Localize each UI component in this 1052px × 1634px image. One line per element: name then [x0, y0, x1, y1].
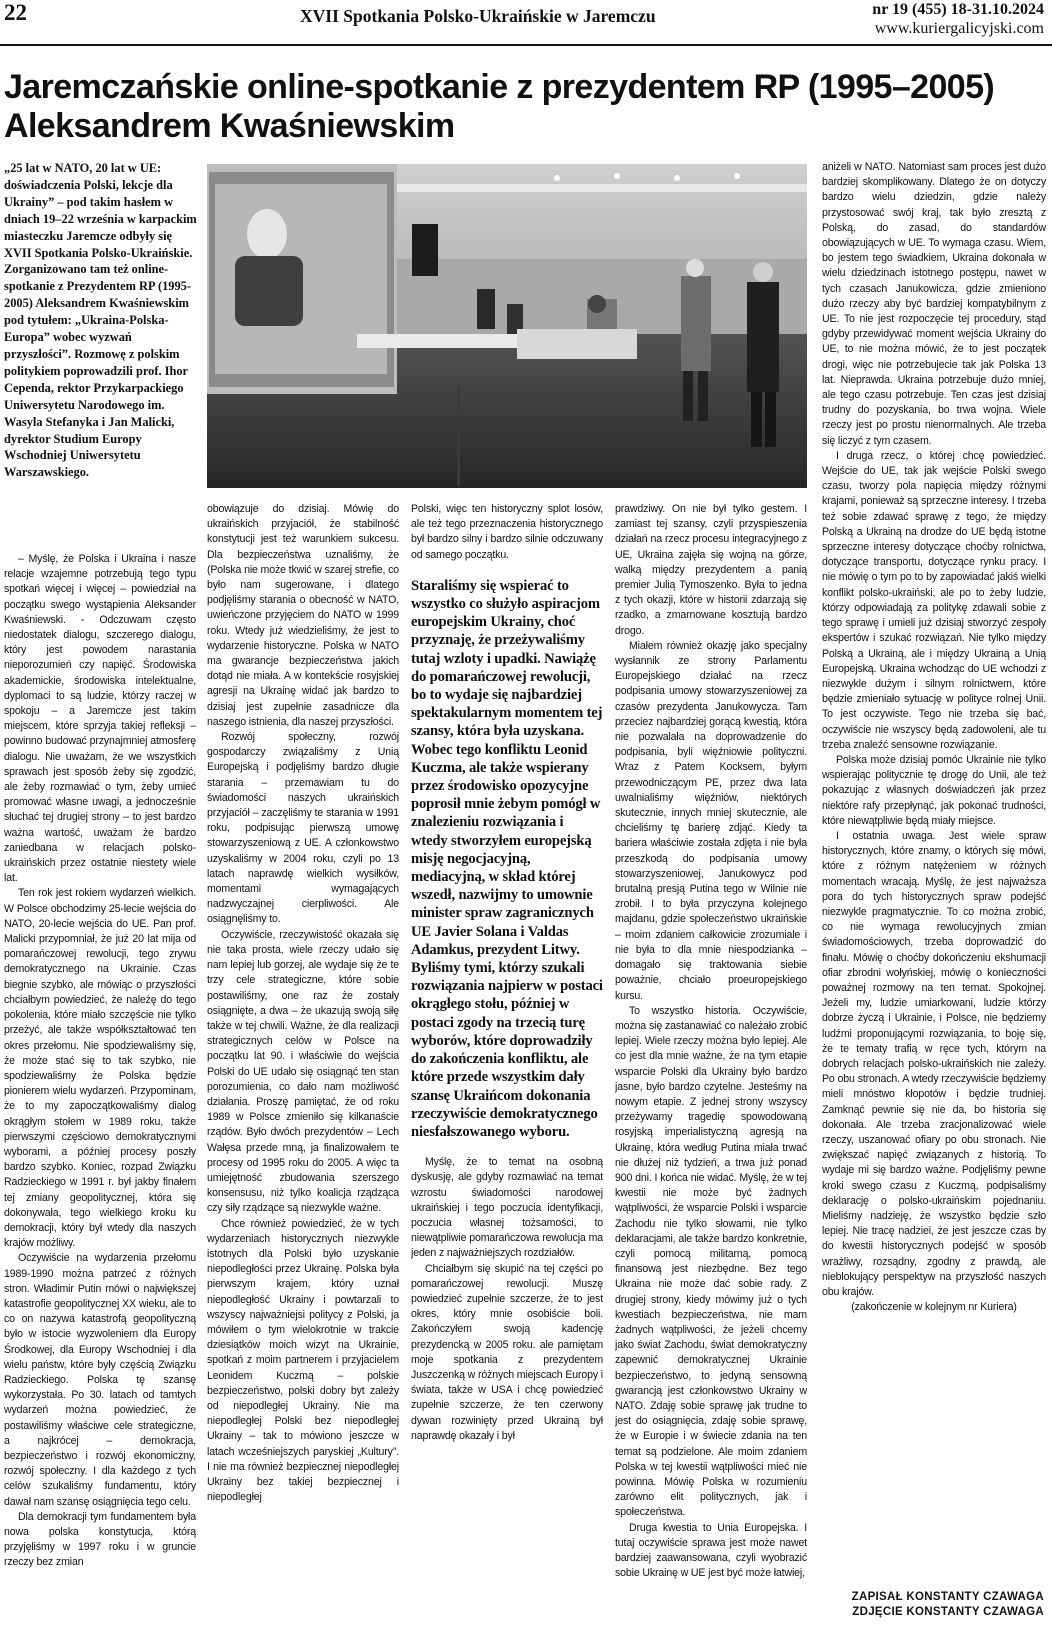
paragraph: I ostatnia uwaga. Jest wiele spraw historycznych, które znamy, o których się mówi, które z różnym natężeniem w różnych momentach wracają. Myślę, że jest najważsza pora do tych historycznych spraw podejść niezwykle pragmatycznie. To co można zrobić, co nie wymaga rewolucyjnych zmian świadomościowych, trzeba doprowadzić do finału. Mówię o choćby dokończeniu ekshumacji ofiar zbrodni wołyńskiej, mówię o konieczności poważnej rozmowy na ten temat. Spokojnej. Jeżeli my, ludzie umiarkowani, ludzie którzy dobrze życzą i Ukrainie, i Polsce, nie będziemy ludźmi proponującymi rozwiązania, to boję się, że te tematy trafią w ręce tych, którym na dobrych relacjach polsko-ukraińskich nie zależy. Po obu stronach. A wtedy rzeczywiście będziemy mieli mnóstwo kłopotów i będzie trudniej. Zamknąć pewnie się nie da, bo historia się dokonała. Ale trzeba zracjonalizować wiele rzeczy, uszanować ofiary po obu stronach. Nie zwiększać napięć związanych z historią. To wydaje mi się bardzo ważne. Podjęliśmy pewne kroki swego czasu z Kuczmą, podpisaliśmy deklarację o polsko-ukraińskim pojednaniu. Mieliśmy nadzieję, że wszystko będzie szło lepiej. Nie tracę nadziei, że jest jeszcze czas by do kwestii historycznych podejść w sposób wrażliwy, rozsądny, zgodny z prawdą, ale nieblokujący perspektyw na przyszłość naszych obu krajów.	[822, 829, 1046, 1299]
column-1	[4, 552, 196, 1634]
issue-info	[872, 0, 1044, 38]
paragraph: Polski, więc ten historyczny splot losów, ale też tego przeznaczenia historycznego był bardzo silny i bardzo silnie odczuwany od samego początku.	[411, 503, 603, 561]
page-number: 22	[4, 0, 27, 25]
article-photo	[207, 164, 807, 488]
header-rule	[0, 44, 1052, 46]
paragraph: prawdziwy. On nie był tylko gestem. I zamiast tej szansy, czyli przyspieszenia działań na rzecz procesu integracyjnego z UE, Ukraina zajęła się wojną na górze, walką między prezydentem a panią premier Julią Tymoszenko. Była to jedna z tych okazji, które w historii zdarzają się rzadko, a zmarnowane kosztują bardzo drogo.	[615, 503, 807, 637]
paragraph: Oczywiście, rzeczywistość okazała się nie taka prosta, wiele rzeczy udało się nam lepiej lub gorzej, ale wydaje się że te trzy cele strategiczne, które sobie postawiliśmy, one raz że zostały osiągnięte, a dwa – że ukazują swoją siłę także w tej chwili. Ważne, że dla realizacji strategicznych celów w Polsce na początku lat 90. i właściwie do wejścia Polski do UE udało się osiągnąć ten stan porozumienia, co dało nam możliwość działania. Proszę pamiętać, że od roku 1989 w Polsce zmieniło się kilkanaście rządów. Było dwóch prezydentów – Lech Wałęsa przede mną, ja finalizowałem te procesy od 1995 roku do 2005. A więc ta umiejętność zbudowania szerszego konsensusu, niż tylko koalicja rządząca czy siły rządzące są niezwykle ważne.	[207, 928, 399, 1215]
paragraph: obowiązuje do dzisiaj. Mówię do ukraińskich przyjaciół, że stabilność konstytucji jest też warunkiem sukcesu. Dla bezpieczeństwa uznaliśmy, że (Polska nie może tkwić w szarej strefie, co było nam sugerowane, i dlatego podjęliśmy starania o obecność w NATO, uwieńczone przyjęciem do NATO w 1999 roku. Wtedy już wiedzieliśmy, że jest to wydarzenie historyczne. Polska w NATO ma gwarancje bezpieczeństwa jakich dotąd nie miała. A w kontekście rosyjskiej agresji na Ukrainę widać jak bardzo to dzisiaj jest zupełnie zasadnicze dla naszego istnienia, dla naszej przyszłości.	[207, 503, 399, 728]
paragraph: aniżeli w NATO. Natomiast sam proces jest dużo bardziej skomplikowany. Dlatego że on dotyczy bardzo wielu dziedzin, gdzie należy przystosować swój kraj, tak było zresztą z Polską, do zasad, do standardów obowiązujących w UE. To wymaga czasu. Wiem, bo jestem tego świadkiem, Ukraina dokonała w wielu dziedzinach istotnego postępu, nawet w tych czasach Janukowicza, gdzie zmieniono dużo rzeczy aby być bardziej kompatybilnym z UE. To nie jest rozpoczęcie tej procedury, stąd gdyby przewidywać moment wejścia Ukrainy do UE, to nie można mówić, że to jest początek drogi, więc nie potrzebujecie tak jak Polska 13 lat. Nieprawda. Ukraina potrzebuje dużo mniej, ale tego czasu potrzebuje. Ten czas jest dzisiaj trudny do pozyskania, bo trwa wojna. Wiele rzeczy jest po prostu nienormalnych. Ale trzeba się liczyć z tym czasem.	[822, 161, 1046, 447]
paragraph: Oczywiście na wydarzenia przełomu 1989-1990 można patrzeć z różnych stron. Władimir Putin mówi o największej katastrofie geopolitycznej XX wieku, ale to co on nazywa katastrofą geopolityczną było w istocie wyzwoleniem dla Europy Środkowej, dla Europy Wschodniej i dla wielu państw, które były częścią Związku Radzieckiego. Polska tę szansę wykorzystała. Po 30. latach od tamtych wydarzeń można powiedzieć, że postawiliśmy właściwe cele strategiczne, a najkrócej – demokracja, bezpieczeństwo i rozwój ekonomiczny, rozwój społeczny. I dla każdego z tych celów szukaliśmy fundamentu, który dawał nam szansę osiągnięcia tego celu.	[4, 1252, 196, 1508]
paragraph: Dla demokracji tym fundamentem była nowa polska konstytucja, którą przyjęliśmy w 1997 roku i w gruncie rzeczy bez zmian	[4, 1510, 196, 1569]
paragraph: Druga kwestia to Unia Europejska. I tutaj oczywiście sprawa jest może nawet bardziej zaawansowana, czyli wyobrazić sobie Ukrainę w UE jest być może łatwiej,	[615, 1521, 807, 1580]
article-headline: Jaremczańskie online-spotkanie z prezydentem RP (1995–2005) Aleksandrem Kwaśniewskim	[4, 68, 995, 145]
column-5	[822, 160, 1046, 1584]
paragraph: – Myślę, że Polska i Ukraina i nasze relacje wzajemne potrzebują tego typu spotkań więcej i więcej – powiedział na początku swego wystąpienia Aleksander Kwaśniewski. - Odczuwam często niedostatek dialogu, szczerego dialogu, który jest powodem narastania nieporozumień czy napięć. Środowiska akademickie, środowiska intelektualne, dyplomaci to są ludzie, którzy raczej w spokoju – a Jaremcze jest takim miejscem, które sprzyja takiej refleksji – powinno budować przynajmniej atmosferę dialogu. Nie uważam, że we wszystkich sprawach jest sposób żeby się zgodzić, ale żeby rozmawiać o tym, żeby umieć promować własne uwagi, a jednocześnie słuchać tej drugiej strony – to jest bardzo ważna wartość, uważam że bardzo zaniedbana w relacjach polsko-ukraińskich przez ostatnie niestety wiele lat.	[4, 553, 196, 885]
article-lead: „25 lat w NATO, 20 lat w UE: doświadczenia Polski, lekcje dla Ukrainy” – pod takim hasłem w dniach 19–22 września w karpackim miasteczku Jaremcze odbyły się XVII Spotkania Polsko-Ukraińskie. Zorganizowano tam też online-spotkanie z Prezydentem RP (1995-2005) Aleksandrem Kwaśniewskim pod tytułem: „Ukraina-Polska-Europa” wobec wyzwań przyszłości”. Rozmowę z polskim politykiem poprowadzili prof. Ihor Cependa, rektor Przykarpackiego Uniwersytetu Narodowego im. Wasyla Stefanyka i Jan Malicki, dyrektor Studium Europy Wschodniej Uniwersytetu Warszawskiego.	[4, 161, 197, 480]
page-header	[0, 0, 1052, 44]
conference-room-photo	[207, 164, 807, 488]
continuation-note: (zakończenie w kolejnym nr Kuriera)	[851, 1301, 1017, 1314]
paragraph: Ten rok jest rokiem wydarzeń wielkich. W Polsce obchodzimy 25-lecie wejścia do NATO, 20-lecie wejścia do UE. Pan prof. Malicki przypomniał, że już 20 lat mija od pomarańczowej rewolucji, tego zrywu demokratycznego na Ukrainie. Czas biegnie szybko, ale mówiąc o przyszłości chciałbym powiedzieć, że należę do tego pokolenia, które miało szczęście nie tylko przeżyć, ale także współkształtować ten okres przełomu. Nie spodziewaliśmy się, że może stać się to tak szybko, nie spodziewaliśmy że Polska będzie pionierem wielu wydarzeń. Przypominam, że to my zapoczątkowaliśmy dialog okrągłym stołem w 1989 roku, także pierwszymi częściowo demokratycznymi wyborami, a później procesy poszły bardzo szybko. Koniec, rozpad Związku Radzieckiego w 1991 r. był jakby finałem tej zmiany geopolitycznej, która się dokonywała, tego wielkiego kroku ku demokracji, który był wtedy dla naszych krajów możliwy.	[4, 887, 196, 1250]
text-credit: ZAPISAŁ KONSTANTY CZAWAGA	[851, 1591, 1044, 1603]
paragraph: Chce również powiedzieć, że w tych wydarzeniach historycznych niezwykle istotnych dla Polski było uzyskanie niepodległości przez Ukrainę. Polska była pierwszym krajem, który uznał niepodległość Ukrainy i powtarzali to wszyscy najważniejsi politycy z Polski, ja mówiłem o tym wielokrotnie w trakcie dziesiątków moich wizyt na Ukrainie, spotkań z moim partnerem i przyjacielem Leonidem Kuczmą – polskie bezpieczeństwo, polski dobry byt zależy od niepodległej Ukrainy. Nie ma niepodległej Polski bez niepodległej Ukrainy – tak to mówiono jeszcze w latach wcześniejszych paryskiej „Kultury”. I nie ma również bezpiecznej niepodległej Ukrainy bez takiej bezpiecznej i niepodległej	[207, 1217, 399, 1504]
paragraph: Miałem również okazję jako specjalny wysłannik ze strony Parlamentu Europejskiego działać na rzecz podpisania umowy stowarzyszeniowej za czasów prezydenta Janukowycza. Tam przeciez najbardziej gorącą kwestią, która nie pozwalała na doprowadzenie do podpisania, byli więźniowie polityczni. Wraz z Patem Kocksem, byłym przewodniczącym PE, przez dwa lata uwalnialiśmy więźniów, niektórych skutecznie, innych mniej skutecznie, ale chcieliśmy tę barierę zdjąć. Kiedy ta bariera właściwie została zdjęta i nie była przeszkodą do podpisania umowy stowarzyszeniowej, Janukowycz pod brutalną presją Putina tego w Wilnie nie zrobił. I to była przyczyna kolejnego majdanu, gdzie społeczeństwo ukraińskie – moim zdaniem całkowicie zrozumiale i nie była to dla mnie niespodzianka – domagało się traktowania siebie poważnie, chciało proeuropejskiego kursu.	[615, 639, 807, 1002]
photo-credit: ZDJĘCIE KONSTANTY CZAWAGA	[852, 1606, 1044, 1618]
column-4	[615, 502, 807, 1634]
paragraph: To wszystko historia. Oczywiście, można się zastanawiać co należało zrobić lepiej. Wiele rzeczy można było lepiej. Ale co jest dla mnie ważne, że na tym etapie wsparcie Polski dla Ukrainy było bardzo jasne, było bardzo czytelne. Jesteśmy na nowym etapie. Z jednej strony wszyscy przeżywamy tragedię spowodowaną rosyjską imperialistyczną agresją na Ukrainę, która według Putina miała trwać nie dłużej niż tydzień, a trwa już ponad 900 dni. I końca nie widać. Myślę, że w tej kwestii nie może być żadnych wątpliwości, że wsparcie Polski i wsparcie Zachodu nie tylko słowami, nie tylko deklaracjami, ale także bardzo konkretnie, czyli pomocą militarną, pomocą finansową jest niezbędne. Bez tego Ukraina nie może dać sobie rady. Z drugiej strony, kiedy mówimy już o tych kwestiach bezpieczeństwa, nie mam żadnych wątpliwości, że jeżeli chcemy jako świat Zachodu, świat demokratyczny zapewnić demokratycznej Ukrainie bezpieczeństwo, to jedyną sensowną gwarancją jest członkowstwo Ukrainy w NATO. Zdaję sobie sprawę jak trudne to jest do osiągnięcia, zdaję sobie sprawę, że w Europie i w świecie zdania na ten temat są podzielone. Ale moim zdaniem Polska w tej kwestii wątpliwości mieć nie powinna. Mówię Polska w rozumieniu zarówno elit politycznych, jak i społeczeństwa.	[615, 1004, 807, 1519]
website-link[interactable]: www.kuriergalicyjski.com	[874, 20, 1044, 37]
column-2	[207, 502, 399, 1634]
paragraph: Rozwój społeczny, rozwój gospodarczy związaliśmy z Unią Europejską i podjęliśmy bardzo długie starania – przemawiam tu do świadomości naszych ukraińskich przyjaciół – zaczęliśmy te starania w 1991 roku, podpisując pierwszą umowę stowarzyszeniową z UE. A członkowstwo uzyskaliśmy w 2004 roku, czyli po 13 latach naprawdę wielkich wysiłków, momentami wymagających nadzwyczajnej cierpliwości. Ale osiągnęliśmy to.	[207, 731, 399, 926]
issue-number: nr 19 (455) 18-31.10.2024	[872, 1, 1044, 18]
section-title: XVII Spotkania Polsko-Ukraińskie w Jaremczu	[300, 6, 656, 26]
paragraph: Polska może dzisiaj pomóc Ukrainie nie tylko wspierając politycznie tę drogę do Unii, ale też pokazując z własnych doświadczeń jak przez niektóre rafy przepłynąć, jak pokonać trudności, które niewątpliwie będą miały miejsce.	[822, 753, 1046, 827]
paragraph: I druga rzecz, o której chcę powiedzieć. Wejście do UE, tak jak wejście Polski swego czasu, tworzy pola napięcia między różnymi krajami, ponieważ są sprzeczne interesy. I trzeba też sobie zdawać sprawę z tego, że między Polską a Ukrainą na drodze do UE będą istotne sprzeczne interesy dotyczące choćby rolnictwa, dotyczące transportu, dotyczące rynku pracy. I nie mówię o tym po to by zapowiadać jakiś wielki konflikt polsko-ukraiński, ale po to żeby ludzie, którzy odpowiadają za politykę zdawali sobie z tego sprawę i umieli już dzisiaj stworzyć zespoły ekspertów i szukać rozwiązań. Nie tylko między Polską a Ukrainą, ale i między Ukrainą a Unią Europejską. Ukraina wchodząc do UE wchodzi z niezwykle dużym i silnym rolnictwem, które będzie zmieniało sytuację w polityce rolnej Unii. To jest oczywiste. Tego nie trzeba się bać, oczywiście nie wszyscy będą zadowoleni, ale tu trzeba znaleźć sensowne rozwiązanie.	[822, 449, 1046, 751]
article-credits	[852, 1590, 1044, 1620]
paragraph: Chciałbym się skupić na tej części po pomarańczowej rewolucji. Muszę powiedzieć zupełnie szczerze, że to jest okres, który mnie osobiście boli. Zakończyłem swoją kadencję prezydencką w 2005 roku. ale pamiętam moje spotkania z prezydentem Juszczenką w różnych miejscach Europy i świata, także w USA i chcę powiedzieć zupełnie szczerze, że ten czerwony dywan rozwinięty przed Ukrainą był naprawdę okazały i był	[411, 1262, 603, 1442]
paragraph: Myślę, że to temat na osobną dyskusję, ale gdyby rozmawiać na temat wzrostu świadomości narodowej ukraińskiej i tego poczucia identyfikacji, poczucia własnej tożsamości, to niewątpliwie pomarańczowa rewolucja ma jeden z najważniejszych rozdziałów.	[411, 1156, 603, 1260]
column-3	[411, 502, 603, 1634]
pull-quote: Staraliśmy się wspierać to wszystko co służyło aspiracjom europejskim Ukrainy, choć przyznaję, że przeżywaliśmy tutaj wzloty i upadki. Nawiążę do pomarańczowej rewolucji, bo to wydaje się najbardziej spektakularnym momentem tej szansy, która była uzyskana. Wobec tego konfliktu Leonid Kuczma, ale także wspierany przez środowisko opozycyjne poprosił mnie żebym pomógł w znalezieniu rozwiązania i wtedy stworzyłem europejską misję negocjacyjną, mediacyjną, w skład której wszedł, nazwijmy to umownie minister spraw zagranicznych UE Javier Solana i Valdas Adamkus, prezydent Litwy. Byliśmy tymi, którzy szukali rozwiązania najpierw w postaci okrągłego stołu, później w postaci zgody na trzecią turę wyborów, które doprowadziły do zakończenia konfliktu, ale które przede wszystkim dały szansę Ukraińcom dokonania rzeczywiście demokratycznego niesfałszowanego wyboru.	[411, 577, 603, 1140]
